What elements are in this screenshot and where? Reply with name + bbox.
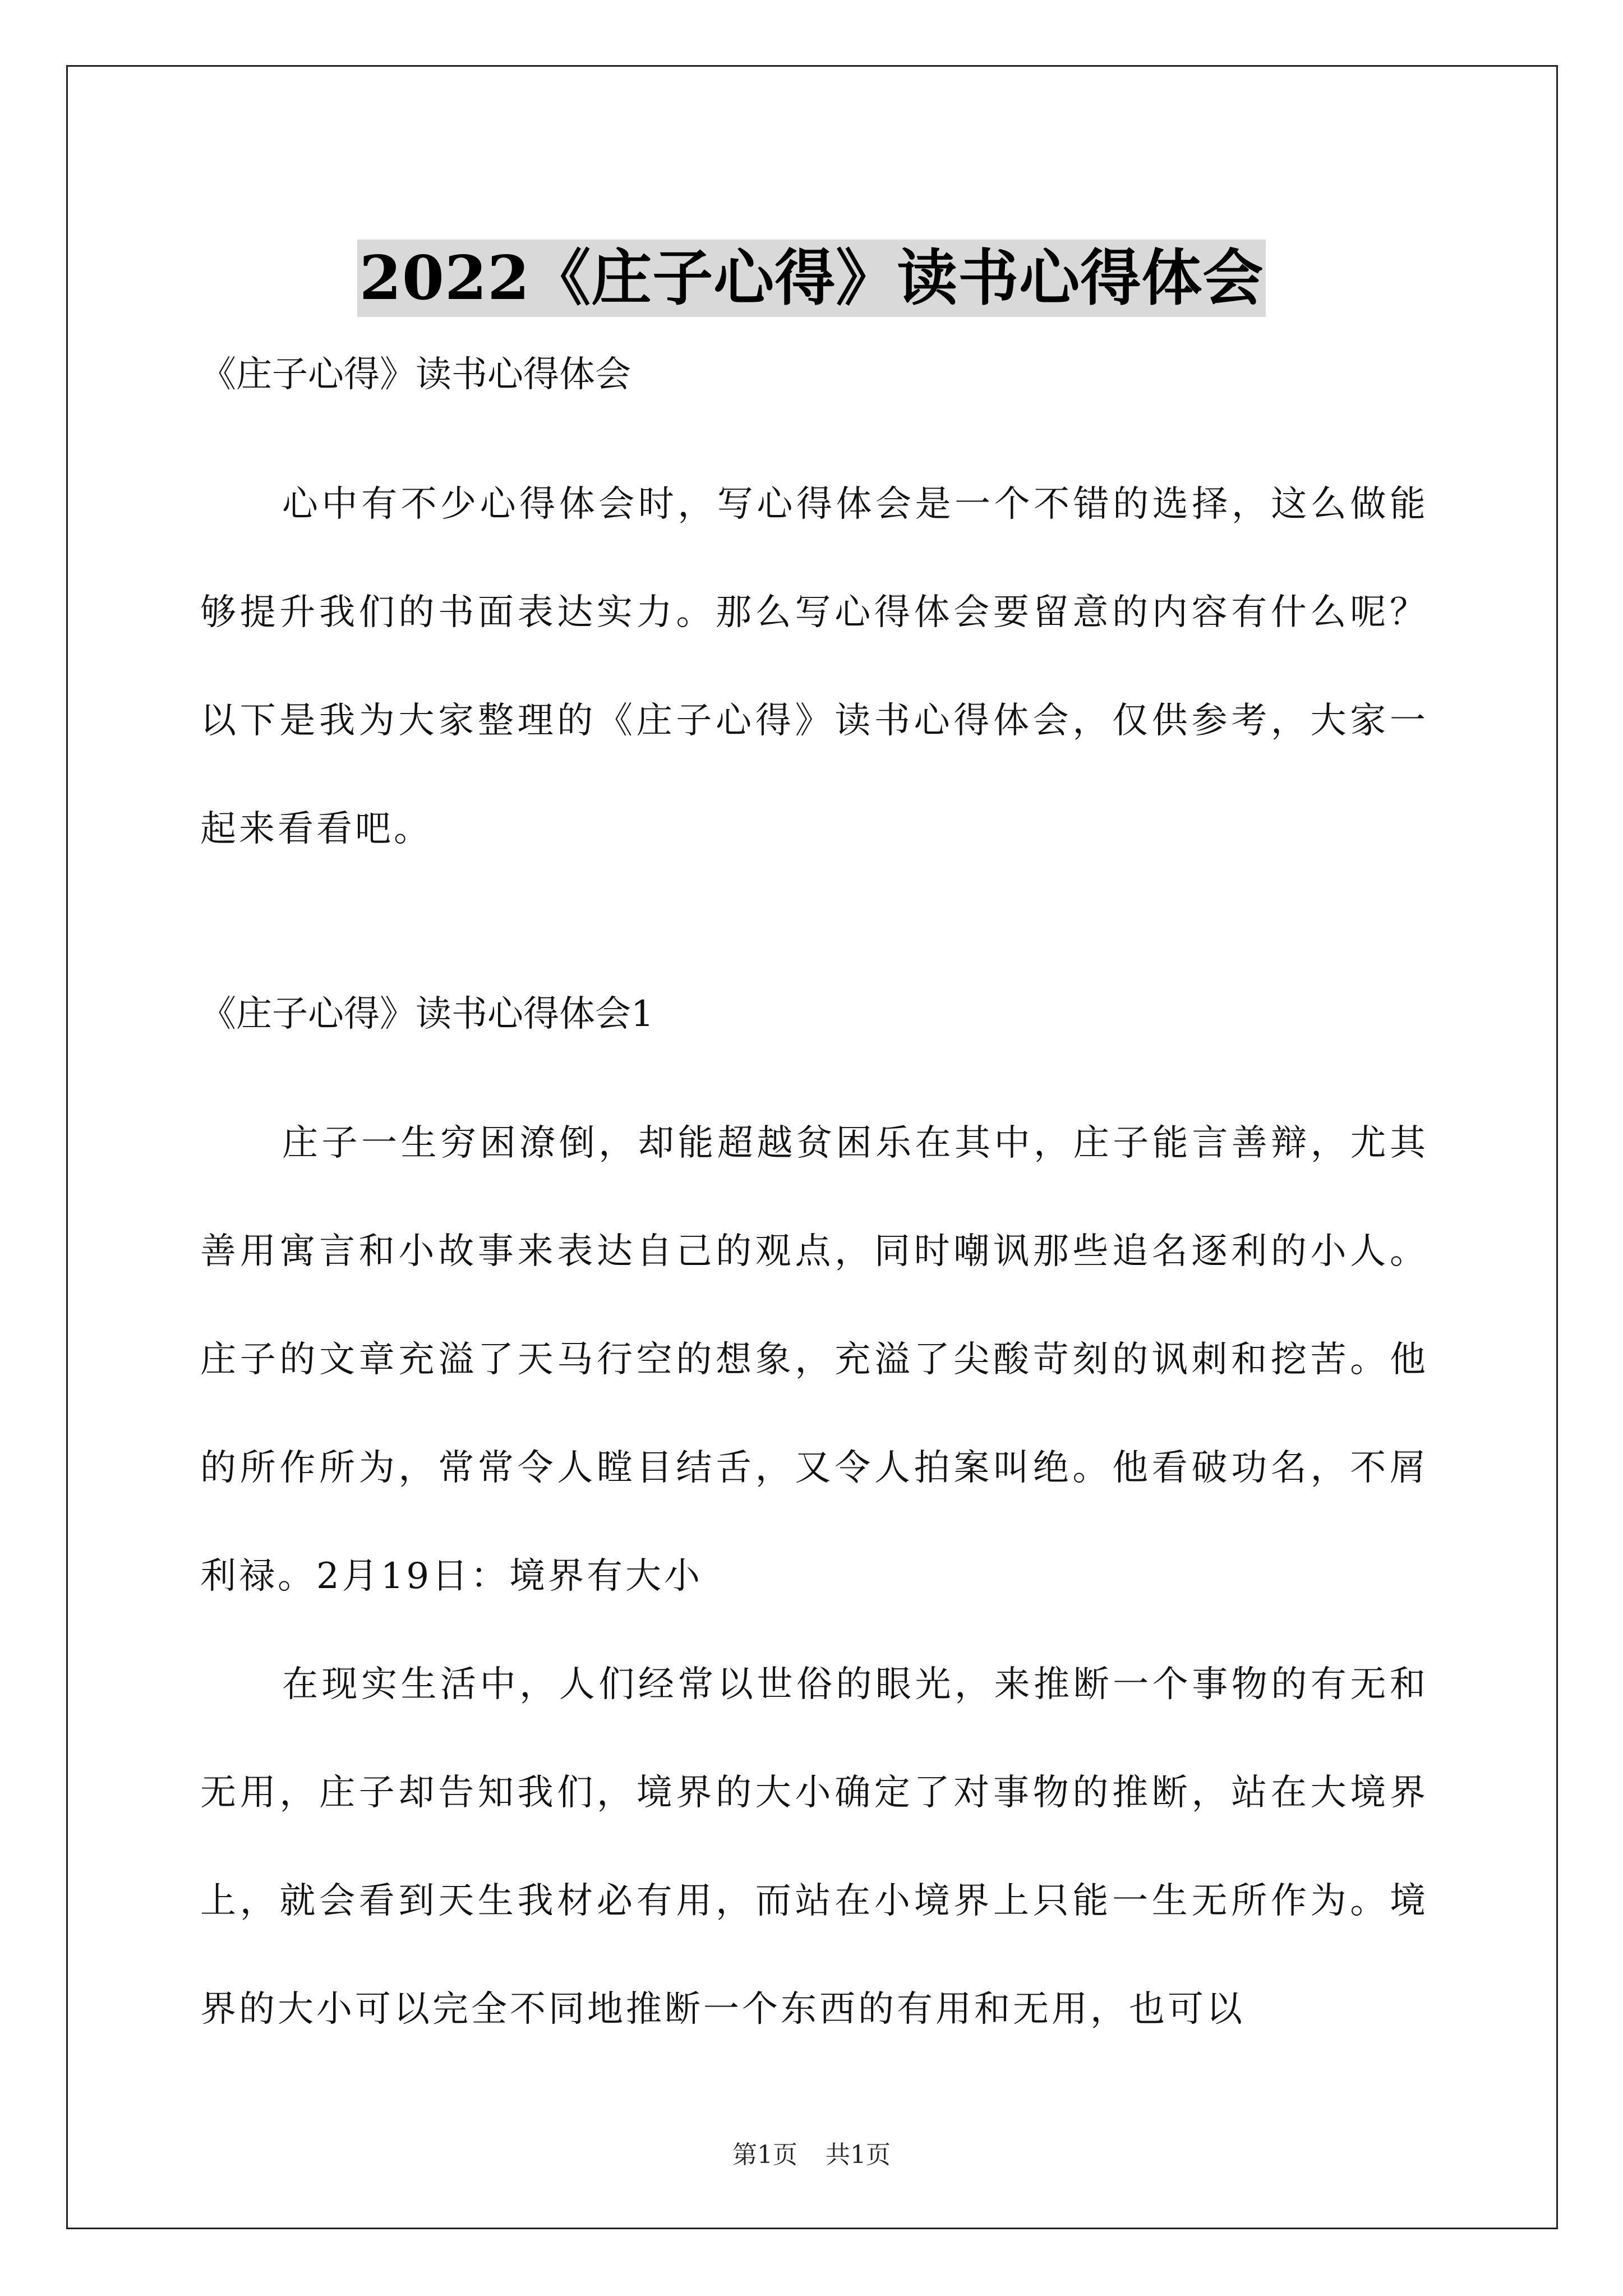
document-title: 2022《庄子心得》读书心得体会 <box>357 240 1266 317</box>
document-subtitle: 《庄子心得》读书心得体会 <box>200 354 631 395</box>
document-body <box>200 342 1428 2064</box>
title-container <box>0 199 1623 358</box>
page-footer <box>0 2138 1623 2172</box>
page-number-current: 第1页 <box>732 2141 797 2169</box>
section-1-heading: 《庄子心得》读书心得体会1 <box>200 993 654 1035</box>
section-1-paragraph-2: 在现实生活中，人们经常以世俗的眼光，来推断一个事物的有无和无用，庄子却告知我们，境界的大小确定了对事物的推断，站在大境界上，就会看到天生我材必有用，而站在小境界上只能一生无所作为。境界的大小可以完全不同地推断一个东西的有用和无用，也可以 <box>200 1664 1428 2030</box>
intro-paragraph: 心中有不少心得体会时，写心得体会是一个不错的选择，这么做能够提升我们的书面表达实力。那么写心得体会要留意的内容有什么呢？以下是我为大家整理的《庄子心得》读书心得体会，仅供参考，大家一起来看看吧。 <box>200 484 1428 850</box>
section-1-paragraph-1: 庄子一生穷困潦倒，却能超越贫困乐在其中，庄子能言善辩，尤其善用寓言和小故事来表达自己的观点，同时嘲讽那些追名逐利的小人。庄子的文章充溢了天马行空的想象，充溢了尖酸苛刻的讽刺和挖苦。他的所作所为，常常令人瞠目结舌，又令人拍案叫绝。他看破功名，不屑利禄。2月19日：境界有大小 <box>200 1122 1428 1597</box>
page-number-total: 共1页 <box>826 2141 891 2169</box>
